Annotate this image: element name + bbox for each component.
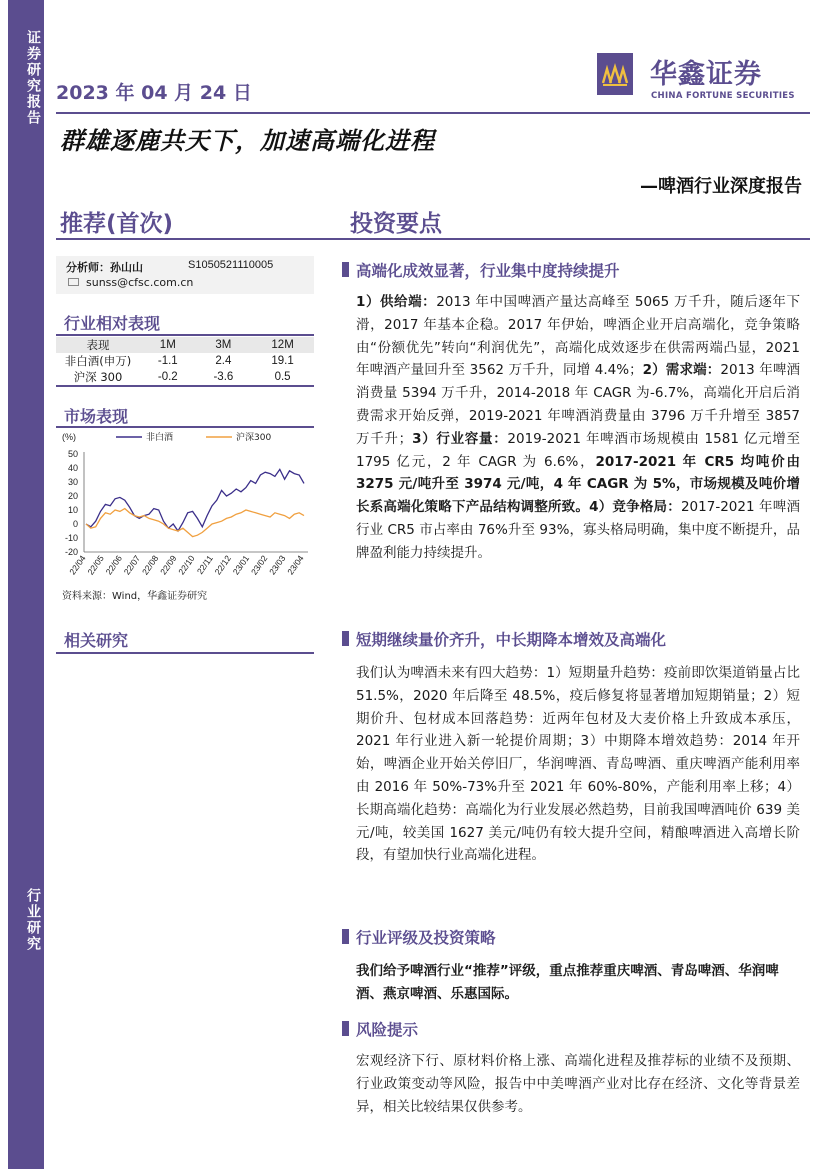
table-cell: 沪深 300	[73, 370, 123, 384]
x-tick-label: 22/05	[85, 553, 106, 577]
bold-lead: 3）行业容量：	[412, 430, 508, 447]
table-cell: -3.6	[213, 371, 234, 383]
table-cell: -0.2	[157, 371, 178, 383]
section-heading-1	[356, 259, 620, 281]
series-line	[86, 509, 304, 537]
table-row	[56, 353, 314, 369]
section-heading-3	[356, 926, 496, 948]
market-title: 市场表现	[64, 407, 129, 426]
text-span: 2013 年中国啤酒产量达高峰至 5065 万千升，随后逐年下滑，2017 年基本企稳。2017 年伊始，啤酒企业开启高端化，竞争策略由“份额优先”转向“利润优先”，高端化成效逐步在供需两端凸显，2021 年啤酒产量回升至 3562 万千升，同增 4.4%；	[356, 294, 800, 379]
report-subtitle: —啤酒行业深度报告	[640, 176, 802, 197]
table-header-row	[56, 337, 314, 353]
bullet-square	[342, 631, 349, 646]
performance-table	[56, 337, 314, 387]
bullet-square	[342, 262, 349, 277]
legend-entry: 非白酒	[146, 433, 174, 443]
table-header: 12M	[271, 339, 294, 351]
x-tick-label: 22/12	[212, 553, 233, 577]
bold-lead: 2017-2021 年 CR5 均吨价由 3275 元/吨升至 3974 元/吨，4 年 CAGR 为 5%，市场规模及吨价增长系高端化策略下产品结构调整所致。4）竞争格局：	[356, 453, 801, 516]
rating-label: 推荐(首次)	[60, 211, 174, 237]
section-divider	[56, 238, 810, 240]
y-tick-label: 30	[67, 477, 78, 487]
x-tick-label: 22/07	[121, 553, 143, 577]
y-tick-label: -20	[64, 547, 78, 557]
section-title: 短期继续量价齐升，中长期降本增效及高端化	[356, 631, 667, 649]
series-line	[86, 469, 304, 531]
section-heading-2	[356, 628, 666, 650]
report-date: 2023 年 04 月 24 日	[56, 82, 252, 104]
y-tick-label: 40	[67, 463, 78, 473]
x-tick-label: 23/01	[230, 553, 252, 577]
bold-lead: 1）供给端：	[356, 294, 437, 310]
bullet-square	[342, 1021, 349, 1036]
x-tick-label: 22/08	[139, 553, 161, 577]
perf-title: 行业相对表现	[64, 314, 161, 333]
text-span: 2019-2021 年啤酒市场规模由 1581 亿元增至 1795 亿元，2 年 CAGR 为 6.6%，	[356, 430, 801, 470]
analyst-license: S1050521110005	[188, 259, 274, 271]
x-tick-label: 23/03	[267, 553, 288, 577]
text-span: 2017-2021 年啤酒行业 CR5 市占率由 76%升至 93%，寡头格局明确，集中度不断提升，品牌盈利能力持续提升。	[356, 499, 800, 561]
section-3-paragraph: 我们给予啤酒行业“推荐”评级，重点推荐重庆啤酒、青岛啤酒、华润啤酒、燕京啤酒、乐惠国际。	[356, 963, 779, 1002]
perf-divider	[56, 334, 314, 336]
table-cell: -1.1	[157, 355, 178, 367]
related-divider	[56, 652, 314, 654]
y-tick-label: -10	[64, 533, 78, 543]
table-cell: 2.4	[215, 355, 232, 367]
text-span: 2013 年啤酒消费量 5394 万千升，2014-2018 年 CAGR 为-6.7%，高端化开启后消费需求开始反弹，2019-2021 年啤酒消费量由 3796 万千升增至 3857 万千升；	[356, 362, 800, 447]
x-tick-label: 23/02	[248, 553, 270, 577]
x-tick-label: 22/11	[194, 553, 215, 577]
related-title: 相关研究	[64, 631, 129, 650]
analyst-name: 分析师：孙山山	[66, 261, 143, 274]
header-divider	[56, 112, 810, 114]
bullet-square	[342, 929, 349, 944]
sidebar-top-label: 证券研究报告	[25, 30, 41, 126]
company-logo-text: 华鑫证券	[650, 59, 762, 90]
company-logo-icon	[597, 53, 633, 95]
x-tick-label: 22/09	[158, 553, 179, 577]
sidebar-bottom-label: 行业研究	[25, 888, 41, 952]
report-title: 群雄逐鹿共天下，加速高端化进程	[60, 127, 435, 155]
section-1-paragraph	[356, 291, 800, 565]
analyst-email[interactable]: sunss@cfsc.com.cn	[86, 276, 194, 289]
section-heading-4	[356, 1018, 418, 1040]
table-header: 1M	[159, 339, 176, 351]
left-column-spacer	[56, 668, 57, 1138]
email-icon	[68, 278, 79, 286]
bold-lead: 2）需求端：	[642, 362, 721, 379]
table-cell: 0.5	[274, 371, 291, 383]
y-tick-label: 0	[72, 519, 78, 529]
x-tick-label: 22/06	[103, 553, 124, 577]
market-chart	[56, 428, 314, 586]
table-cell: 非白酒(申万)	[64, 354, 132, 368]
x-tick-label: 23/04	[285, 553, 306, 577]
section-2-paragraph: 我们认为啤酒未来有四大趋势：1）短期量升趋势：疫前即饮渠道销量占比 51.5%，2020 年后降至 48.5%，疫后修复将显著增加短期销量；2）短期价升、包材成本回落趋势：近两年包材及大麦价格上升致成本承压，2021 年行业进入新一轮提价周期；3）中期降本增效趋势：2014 年开始，啤酒企业开始关停旧厂，华润啤酒、青岛啤酒、重庆啤酒产能利用率由 2016 年 50%-73%升至 2021 年 60%-80%，产能利用率上移；4）长期高端化趋势：高端化为行业发展必然趋势，目前我国啤酒吨价 639 美元/吨，较美国 1627 美元/吨仍有较大提升空间，精酿啤酒进入高增长阶段，有望加快行业高端化进程。	[356, 665, 800, 864]
company-logo-english: CHINA FORTUNE SECURITIES	[651, 91, 795, 101]
y-tick-label: 20	[67, 491, 78, 501]
x-tick-label: 22/10	[176, 553, 197, 577]
x-tick-label: 22/04	[67, 553, 88, 577]
y-tick-label: 50	[67, 449, 78, 459]
legend-entry: 沪深300	[236, 433, 272, 443]
left-sidebar	[8, 0, 44, 1169]
table-row	[56, 369, 314, 386]
y-tick-label: 10	[67, 505, 78, 515]
table-header: 3M	[215, 339, 232, 351]
table-header: 表现	[86, 340, 110, 352]
section-title: 行业评级及投资策略	[356, 929, 496, 947]
section-title: 风险提示	[356, 1021, 419, 1039]
chart-source: 资料来源：Wind，华鑫证券研究	[62, 591, 208, 602]
section-title: 高端化成效显著，行业集中度持续提升	[356, 262, 620, 280]
y-axis-label: (%)	[62, 432, 76, 442]
table-cell: 19.1	[271, 355, 294, 367]
section-4-paragraph: 宏观经济下行、原材料价格上涨、高端化进程及推荐标的业绩不及预期、行业政策变动等风险，报告中中美啤酒产业对比存在经济、文化等背景差异，相关比较结果仅供参考。	[356, 1053, 800, 1115]
invest-heading: 投资要点	[350, 211, 442, 237]
analyst-box	[56, 256, 314, 294]
